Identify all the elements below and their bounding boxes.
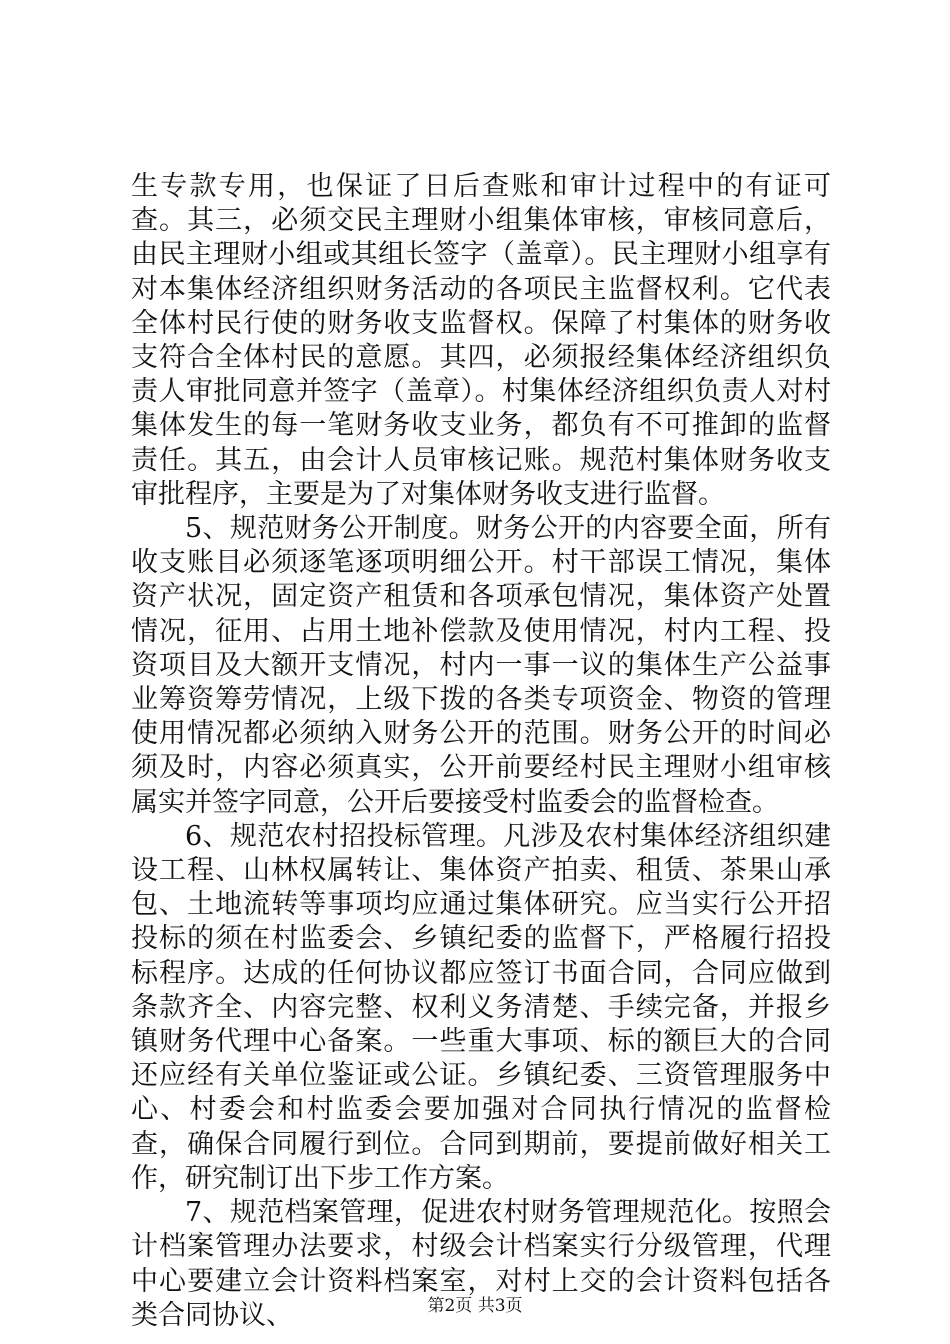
paragraph-1: 生专款专用，也保证了日后查账和审计过程中的有证可查。其三，必须交民主理财小组集体审核，审核同意后，由民主理财小组或其组长签字（盖章）。民主理财小组享有对本集体经济组织财务活动的各项民主监督权利。它代表全体村民行使的财务收支监督权。保障了村集体的财务收支符合全体村民的意愿。其四，必须报经集体经济组织负责人审批同意并签字（盖章）。村集体经济组织负责人对村集体发生的每一笔财务收支业务，都负有不可推卸的监督责任。其五，由会计人员审核记账。规范村集体财务收支审批程序，主要是为了对集体财务收支进行监督。 [131,171,831,510]
paragraph-3: 6、规范农村招投标管理。凡涉及农村集体经济组织建设工程、山林权属转让、集体资产拍卖、租赁、茶果山承包、土地流转等事项均应通过集体研究。应当实行公开招投标的须在村监委会、乡镇纪委的监督下，严格履行招投标程序。达成的任何协议都应签订书面合同，合同应做到条款齐全、内容完整、权利义务清楚、手续完备，并报乡镇财务代理中心备案。一些重大事项、标的额巨大的合同还应经有关单位鉴证或公证。乡镇纪委、三资管理服务中心、村委会和村监委会要加强对合同执行情况的监督检查，确保合同履行到位。合同到期前，要提前做好相关工作，研究制订出下步工作方案。 [131,820,831,1194]
paragraph-2: 5、规范财务公开制度。财务公开的内容要全面，所有收支账目必须逐笔逐项明细公开。村干部误工情况，集体资产状况，固定资产租赁和各项承包情况，集体资产处置情况，征用、占用土地补偿款及使用情况，村内工程、投资项目及大额开支情况，村内一事一议的集体生产公益事业筹资筹劳情况，上级下拨的各类专项资金、物资的管理使用情况都必须纳入财务公开的范围。财务公开的时间必须及时，内容必须真实，公开前要经村民主理财小组审核属实并签字同意，公开后要接受村监委会的监督检查。 [131,513,831,818]
page-footer: 第2页 共3页 [427,1296,523,1316]
document-body [131,170,831,1333]
paragraph-4: 7、规范档案管理，促进农村财务管理规范化。按照会计档案管理办法要求，村级会计档案实行分级管理，代理中心要建立会计资料档案室，对村上交的会计资料包括各类合同协议、 [131,1197,831,1331]
